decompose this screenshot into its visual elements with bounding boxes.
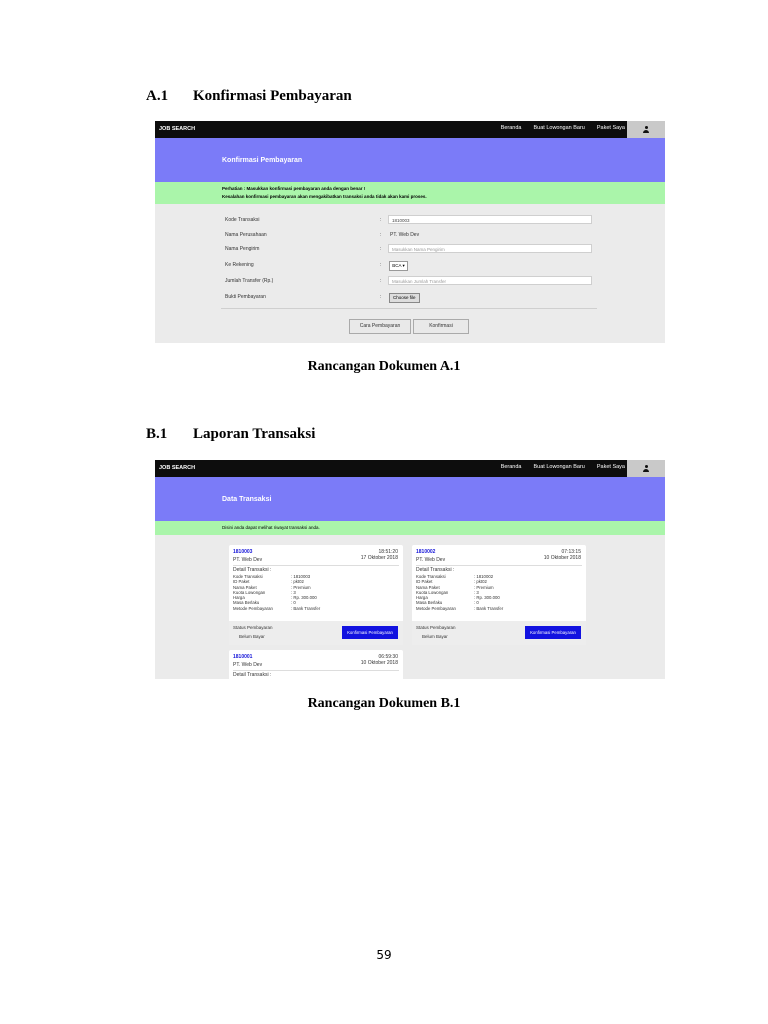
field-value: : 1810003 <box>291 574 311 579</box>
divider <box>233 565 399 566</box>
caption-b: Rancangan Dokumen B.1 <box>307 696 461 711</box>
field-value: : 3 <box>291 589 296 595</box>
label-kode-transaksi: Kode Transaksi <box>225 217 260 223</box>
status-label: Status Pembayaran <box>233 625 273 630</box>
section-a-heading <box>146 88 352 105</box>
field-label: Kuota Lowongan <box>233 589 266 595</box>
field-value: : 0 <box>291 600 296 606</box>
transaction-code[interactable]: 1810002 <box>416 549 436 555</box>
field-label: Metode Pembayaran <box>233 605 273 611</box>
date-value: 10 Oktober 2018 <box>360 660 398 666</box>
status-badge: Belum Bayar <box>239 634 265 639</box>
field-value: : 0 <box>474 600 479 606</box>
nav-link-paket-saya[interactable]: Paket Saya <box>596 125 625 131</box>
detail-label: Detail Transaksi : <box>233 672 272 678</box>
user-menu-button[interactable] <box>627 121 665 138</box>
field-label: Kode Transaksi <box>233 574 263 579</box>
colon: : <box>380 217 382 223</box>
cara-pembayaran-button[interactable]: Cara Pembayaran <box>349 319 411 334</box>
company-name: PT. Web Dev <box>233 662 263 668</box>
field-value: : 3 <box>474 589 479 595</box>
field-label: Kode Transaksi <box>416 574 446 579</box>
screenshot-konfirmasi-pembayaran <box>155 121 665 343</box>
field-label: Masa Berlaku <box>233 600 260 606</box>
page-banner <box>155 138 665 182</box>
notice-line: Perhatian : Masukkan konfirmasi pembayaran anda dengan benar ! <box>222 186 366 191</box>
field-value: : Bank Transfer <box>291 605 321 611</box>
choose-file-button[interactable]: Choose file <box>389 293 420 303</box>
colon: : <box>380 246 382 252</box>
user-icon <box>643 465 649 472</box>
user-icon <box>643 126 649 133</box>
field-value: : Bank Transfer <box>474 605 504 611</box>
label-nama-pengirim: Nama Pengirim <box>225 246 260 252</box>
detail-label: Detail Transaksi : <box>233 567 272 573</box>
section-number: A.1 <box>146 88 169 104</box>
status-badge: Belum Bayar <box>422 634 448 639</box>
transaction-code[interactable]: 1810001 <box>233 654 253 660</box>
info-notice <box>155 521 665 535</box>
nav-link-beranda[interactable]: Beranda <box>500 125 522 131</box>
divider <box>416 565 582 566</box>
date-value: 10 Oktober 2018 <box>543 555 581 561</box>
konfirmasi-pembayaran-button[interactable]: Konfirmasi Pembayaran <box>342 626 398 639</box>
rekening-selected: BCA <box>392 263 402 268</box>
page-title: Data Transaksi <box>222 496 272 503</box>
time-value: 07:13:15 <box>561 549 581 555</box>
colon: : <box>380 294 382 300</box>
divider <box>221 308 597 309</box>
transaction-code[interactable]: 1810003 <box>233 549 253 555</box>
warning-notice <box>155 182 665 204</box>
field-label: Nama Paket <box>416 584 440 590</box>
field-value: : pkt02 <box>291 579 304 585</box>
field-label: Harga <box>416 595 428 601</box>
label-bukti-pembayaran: Bukti Pembayaran <box>225 294 266 300</box>
label-nama-perusahaan: Nama Perusahaan <box>225 232 267 238</box>
transaction-card <box>229 545 403 645</box>
brand-logo[interactable]: JOB SEARCH <box>159 465 196 471</box>
notice-line: Disini anda dapat melihat riwayat transaksi anda. <box>222 525 320 530</box>
field-value: : 1810002 <box>474 574 494 579</box>
page-number: 59 <box>376 948 392 962</box>
screenshot-data-transaksi <box>155 460 665 679</box>
field-label: Harga <box>233 595 245 601</box>
section-b-heading <box>146 426 315 443</box>
brand-logo[interactable]: JOB SEARCH <box>159 126 196 132</box>
field-label: Kuota Lowongan <box>416 589 449 595</box>
notice-line: Kesalahan konfirmasi pembayaran akan mengakibatkan transaksi anda tidak akan kami proses. <box>222 194 427 199</box>
user-menu-button[interactable] <box>627 460 665 477</box>
rekening-select[interactable]: BCA ▾ <box>389 261 408 271</box>
konfirmasi-button[interactable]: Konfirmasi <box>413 319 469 334</box>
field-label: Nama Paket <box>233 584 257 590</box>
nav-link-buat-lowongan[interactable]: Buat Lowongan Baru <box>533 464 585 470</box>
nav-link-paket-saya[interactable]: Paket Saya <box>596 464 625 470</box>
nav-link-beranda[interactable]: Beranda <box>500 464 522 470</box>
label-jumlah-transfer: Jumlah Transfer (Rp.) <box>225 278 274 284</box>
company-name: PT. Web Dev <box>233 557 263 563</box>
date-value: 17 Oktober 2018 <box>360 555 398 561</box>
field-label: ID Paket <box>416 579 433 585</box>
divider <box>233 670 399 671</box>
colon: : <box>380 278 382 284</box>
field-value: : Premium <box>291 584 311 590</box>
detail-label: Detail Transaksi : <box>416 567 455 573</box>
time-value: 06:59:30 <box>378 654 398 660</box>
detail-list <box>233 574 320 611</box>
page-title: Konfirmasi Pembayaran <box>222 157 303 164</box>
nama-perusahaan-value: PT. Web Dev <box>390 232 420 238</box>
company-name: PT. Web Dev <box>416 557 446 563</box>
field-value: : Rp. 300.000 <box>474 595 500 601</box>
label-ke-rekening: Ke Rekening <box>225 262 254 268</box>
caption-a: Rancangan Dokumen A.1 <box>307 359 461 374</box>
field-label: Masa Berlaku <box>416 600 443 606</box>
kode-transaksi-field[interactable]: 1810003 <box>388 215 592 224</box>
field-value: : pkt02 <box>474 579 487 585</box>
detail-list <box>416 574 503 611</box>
card-footer <box>412 621 586 645</box>
transaction-time <box>361 549 398 561</box>
card-footer <box>229 621 403 645</box>
section-number: B.1 <box>146 426 168 442</box>
status-label: Status Pembayaran <box>416 625 456 630</box>
field-value: : Premium <box>474 584 494 590</box>
section-title: Laporan Transaksi <box>193 426 316 442</box>
navbar <box>155 121 665 138</box>
section-title: Konfirmasi Pembayaran <box>193 88 352 104</box>
jumlah-transfer-input[interactable]: Masukkan Jumlah Transfer <box>388 276 592 285</box>
transaction-card <box>412 545 586 645</box>
field-value: : Rp. 300.000 <box>291 595 317 601</box>
colon: : <box>380 262 382 268</box>
navbar <box>155 460 665 477</box>
konfirmasi-pembayaran-button[interactable]: Konfirmasi Pembayaran <box>525 626 581 639</box>
field-label: ID Paket <box>233 579 250 585</box>
transaction-time <box>361 654 398 666</box>
nama-pengirim-input[interactable]: Masukkan Nama Pengirim <box>388 244 592 253</box>
time-value: 18:51:20 <box>378 549 398 555</box>
nav-link-buat-lowongan[interactable]: Buat Lowongan Baru <box>533 125 585 131</box>
transaction-time <box>544 549 581 561</box>
colon: : <box>380 232 382 238</box>
field-label: Metode Pembayaran <box>416 605 456 611</box>
page-banner <box>155 477 665 521</box>
transaction-card <box>229 650 403 679</box>
